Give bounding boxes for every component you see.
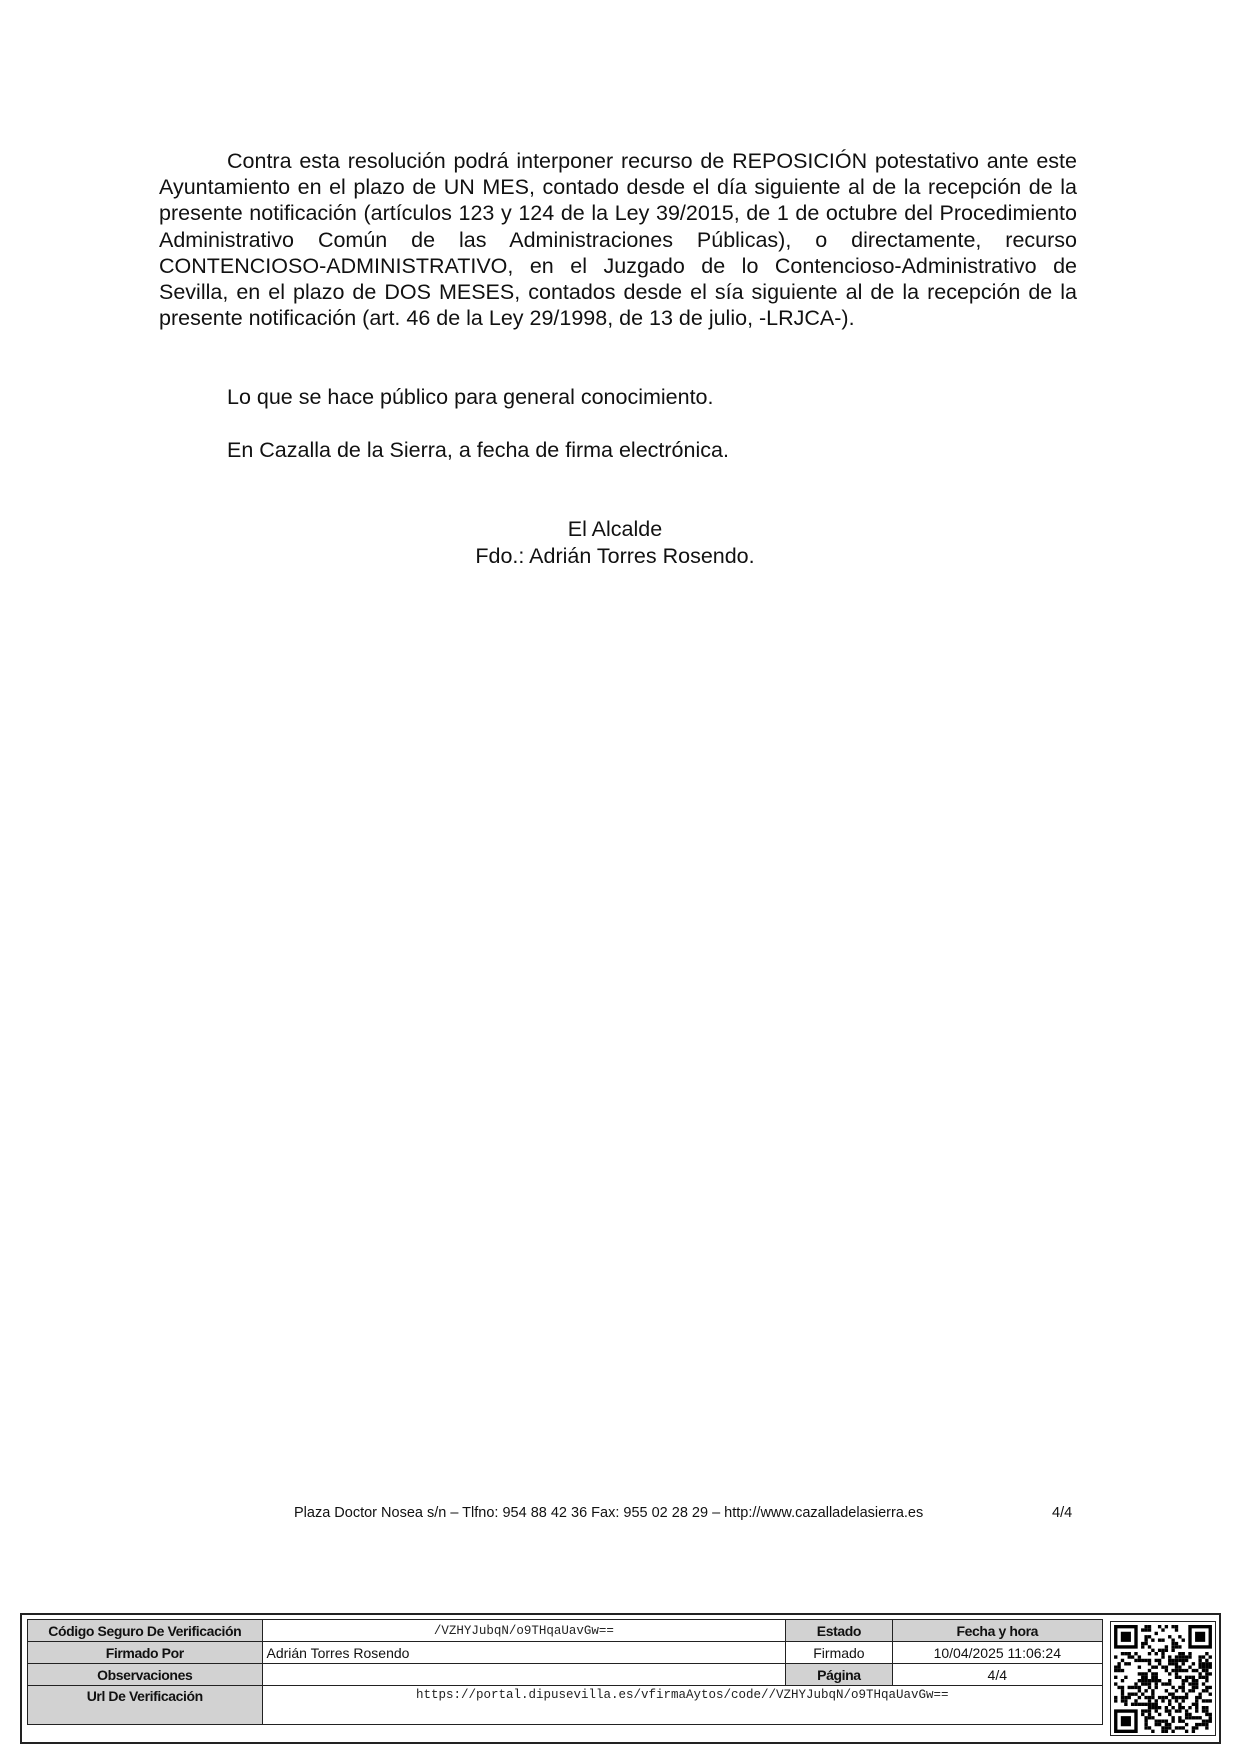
signature-block — [400, 516, 830, 569]
url-label: Url De Verificación — [28, 1686, 263, 1725]
fecha-label: Fecha y hora — [892, 1620, 1102, 1642]
resolution-paragraph: Contra esta resolución podrá interponer recurso de REPOSICIÓN potestativo ante este Ayuntamiento en el plazo de UN MES, contado desde el día siguiente al de la recepción de la presente notificación (artículos 123 y 124 de la Ley 39/2015, de 1 de octubre del Procedimiento Administrativo Común de las Administraciones Públicas), o directamente, recurso CONTENCIOSO-ADMINISTRATIVO, en el Juzgado de lo Contencioso-Administrativo de Sevilla, en el plazo de DOS MESES, contados desde el sía siguiente al de la recepción de la presente notificación (art. 46 de la Ley 29/1998, de 13 de julio, -LRJCA-). — [159, 149, 1077, 331]
csv-value: /VZHYJubqN/o9THqaUavGw== — [262, 1620, 786, 1642]
verification-box — [20, 1613, 1221, 1744]
pagina-label: Página — [786, 1664, 892, 1686]
qr-code-icon — [1110, 1621, 1216, 1736]
signature-name: Fdo.: Adrián Torres Rosendo. — [475, 543, 755, 568]
footer-address: Plaza Doctor Nosea s/n – Tlfno: 954 88 42 36 Fax: 955 02 28 29 – http://www.cazalladelasierra.es — [294, 1505, 924, 1521]
firmado-label: Firmado Por — [28, 1642, 263, 1664]
table-row — [28, 1620, 1103, 1642]
pagina-value: 4/4 — [892, 1664, 1102, 1686]
url-value[interactable]: https://portal.dipusevilla.es/vfirmaAytos/code//VZHYJubqN/o9THqaUavGw== — [262, 1686, 1103, 1725]
table-row — [28, 1664, 1103, 1686]
observaciones-value — [262, 1664, 786, 1686]
qr-code-graphic — [1114, 1625, 1212, 1733]
signature-title: El Alcalde — [567, 517, 663, 541]
estado-label: Estado — [786, 1620, 892, 1642]
table-row — [28, 1642, 1103, 1664]
firmado-value: Adrián Torres Rosendo — [262, 1642, 786, 1664]
table-row — [28, 1686, 1103, 1725]
estado-value: Firmado — [786, 1642, 892, 1664]
footer-page-number: 4/4 — [1052, 1505, 1073, 1521]
place-date-paragraph: En Cazalla de la Sierra, a fecha de firma electrónica. — [227, 438, 729, 462]
fecha-value: 10/04/2025 11:06:24 — [892, 1642, 1102, 1664]
publication-paragraph: Lo que se hace público para general conocimiento. — [227, 385, 714, 409]
verification-table — [27, 1619, 1103, 1725]
csv-label: Código Seguro De Verificación — [28, 1620, 263, 1642]
observaciones-label: Observaciones — [28, 1664, 263, 1686]
